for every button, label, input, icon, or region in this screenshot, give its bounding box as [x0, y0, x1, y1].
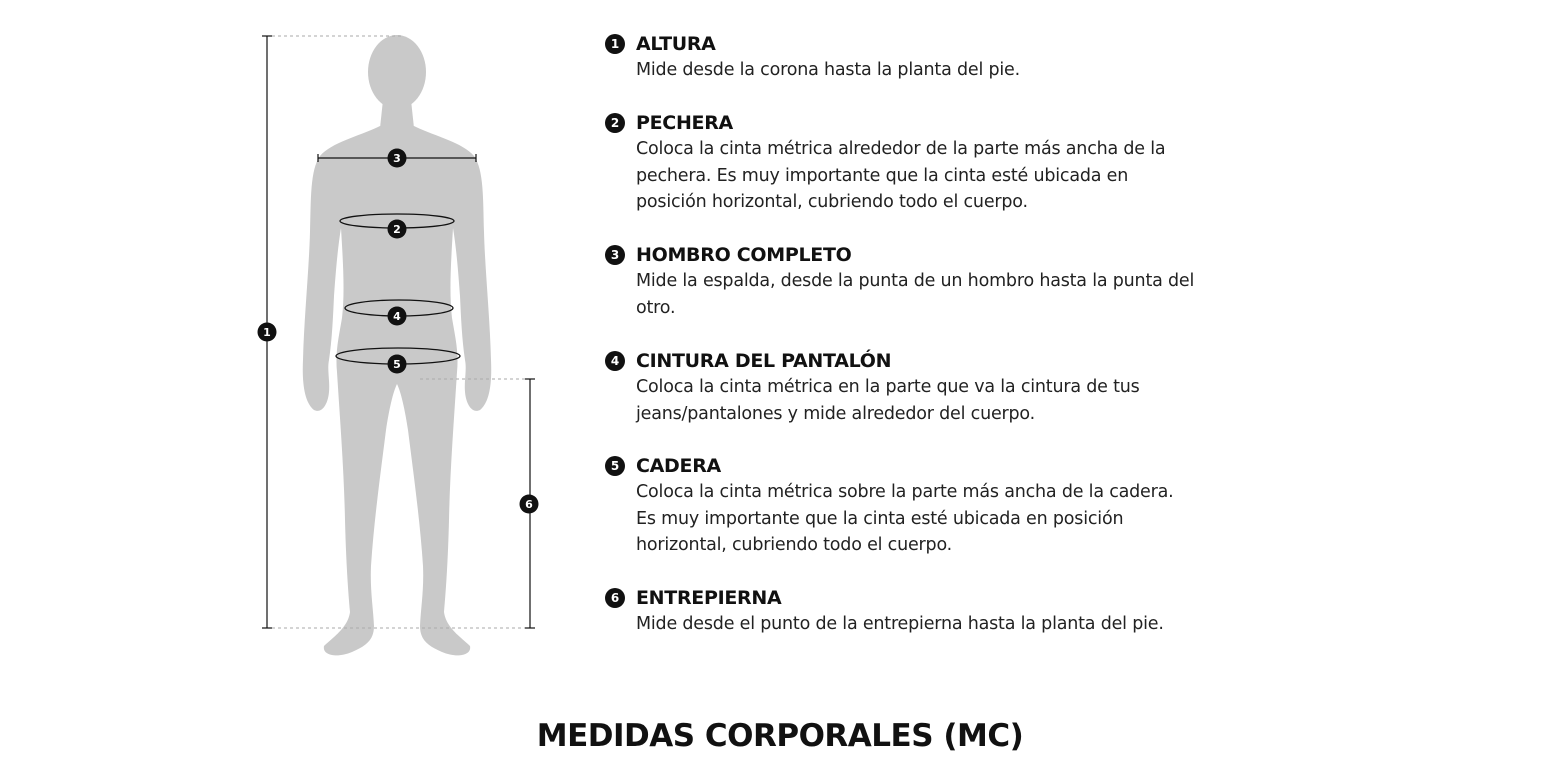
number-badge: 5	[605, 456, 625, 476]
svg-text:4: 4	[393, 310, 401, 323]
svg-text:3: 3	[393, 152, 401, 165]
measurement-title: CINTURA DEL PANTALÓN	[636, 350, 892, 372]
measurement-title: ENTREPIERNA	[636, 587, 782, 609]
measurement-description: Coloca la cinta métrica alrededor de la parte más ancha de la pechera. Es muy importante que la cinta esté ubicada en posición horizontal, cubriendo todo el cuerpo.	[636, 139, 1166, 212]
measurement-description: Mide la espalda, desde la punta de un hombro hasta la punta del otro.	[636, 271, 1195, 318]
measurement-item-hombro-completo	[605, 243, 1205, 321]
measurement-item-altura	[605, 32, 1205, 84]
human-silhouette	[303, 35, 491, 655]
measurement-item-cadera	[605, 454, 1205, 559]
number-badge: 6	[605, 588, 625, 608]
measurement-description: Coloca la cinta métrica sobre la parte más ancha de la cadera. Es muy importante que la cinta esté ubicada en posición horizontal, cubriendo todo el cuerpo.	[636, 482, 1174, 555]
svg-text:6: 6	[525, 498, 533, 511]
svg-text:1: 1	[263, 326, 271, 339]
measurement-description: Coloca la cinta métrica en la parte que va la cintura de tus jeans/pantalones y mide alrededor del cuerpo.	[636, 377, 1140, 424]
number-badge: 3	[605, 245, 625, 265]
measurement-description: Mide desde el punto de la entrepierna hasta la planta del pie.	[636, 614, 1164, 634]
inseam-measure	[520, 379, 539, 628]
measurement-title: CADERA	[636, 455, 721, 477]
svg-text:2: 2	[393, 223, 401, 236]
measurement-description: Mide desde la corona hasta la planta del pie.	[636, 60, 1020, 80]
number-badge: 4	[605, 351, 625, 371]
height-measure	[258, 36, 277, 628]
measurement-title: PECHERA	[636, 112, 733, 134]
svg-text:5: 5	[393, 358, 401, 371]
body-silhouette-diagram	[240, 20, 560, 670]
measurement-item-cintura	[605, 349, 1205, 427]
measurement-item-entrepierna	[605, 586, 1205, 638]
measurement-title: ALTURA	[636, 33, 716, 55]
number-badge: 1	[605, 34, 625, 54]
measurement-title: HOMBRO COMPLETO	[636, 244, 852, 266]
measurement-item-pechera	[605, 111, 1205, 216]
page-title: MEDIDAS CORPORALES (MC)	[536, 718, 1024, 754]
number-badge: 2	[605, 113, 625, 133]
